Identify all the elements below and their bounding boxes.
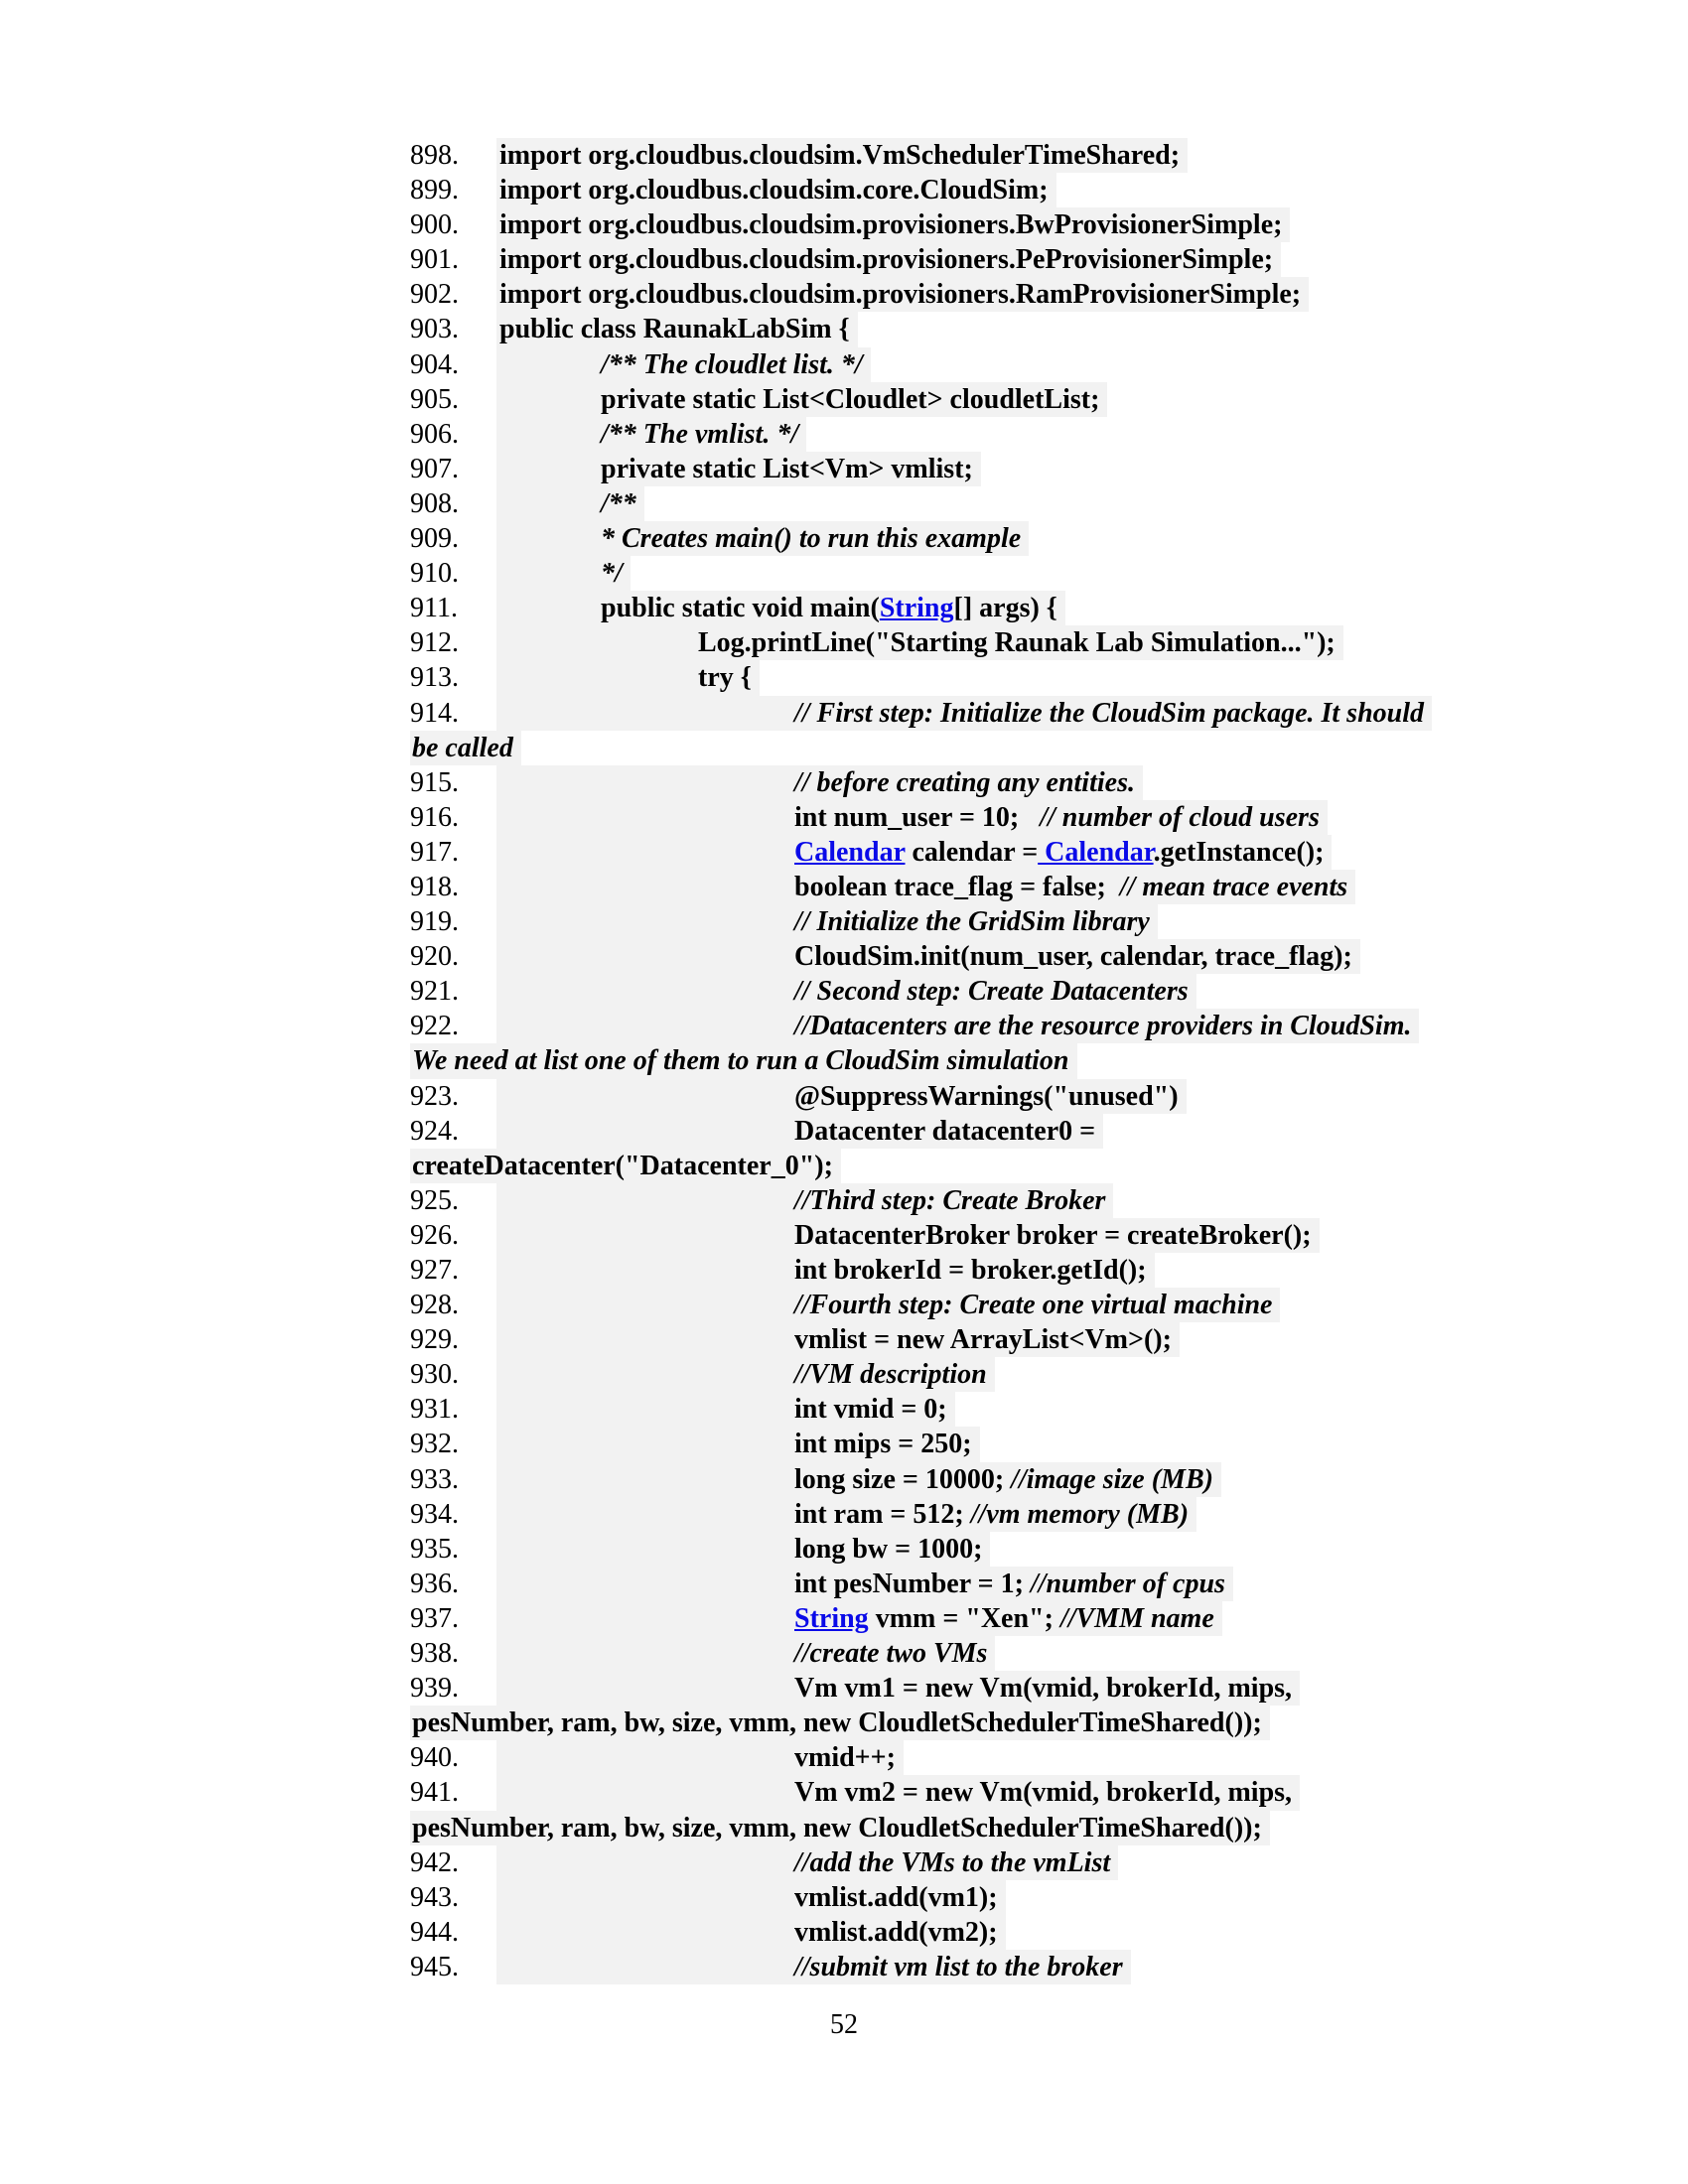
code-block: [410, 138, 1432, 1984]
code-text: private static List<Vm> vmlist;: [601, 453, 973, 484]
line-number: 913.: [410, 660, 496, 695]
code-comment: We need at list one of them to run a CloudSim simulation: [412, 1045, 1069, 1077]
code-comment: // Second step: Create Datacenters: [794, 976, 1189, 1008]
code-line: [410, 835, 1432, 870]
line-number: 930.: [410, 1357, 496, 1392]
code-line: [410, 1079, 1432, 1114]
highlighted-code: [496, 974, 1196, 1009]
code-line-continuation: [410, 731, 1432, 765]
highlighted-code: [496, 486, 644, 521]
line-number: 904.: [410, 347, 496, 382]
line-number: 914.: [410, 696, 496, 731]
code-line: [410, 277, 1432, 312]
line-number: 938.: [410, 1636, 496, 1671]
line-number: 926.: [410, 1218, 496, 1253]
code-line: [410, 1567, 1432, 1601]
code-line: [410, 1392, 1432, 1427]
highlighted-code: [496, 1950, 1131, 1984]
highlighted-code: [496, 800, 1328, 835]
code-text: int ram = 512;: [794, 1498, 971, 1530]
code-comment: //vm memory (MB): [970, 1498, 1190, 1530]
code-comment: //Fourth step: Create one virtual machine: [794, 1290, 1273, 1321]
line-number: 909.: [410, 521, 496, 556]
code-text: boolean trace_flag = false;: [794, 871, 1120, 902]
code-line: [410, 1915, 1432, 1950]
line-number: 935.: [410, 1532, 496, 1567]
line-number: 912.: [410, 625, 496, 660]
code-line: [410, 556, 1432, 591]
line-number: 921.: [410, 974, 496, 1009]
line-number: 945.: [410, 1950, 496, 1984]
highlighted-code: [496, 1740, 904, 1775]
line-number: 927.: [410, 1253, 496, 1288]
code-comment: */: [601, 558, 623, 590]
line-number: 936.: [410, 1567, 496, 1601]
highlighted-code: [496, 1288, 1280, 1322]
code-line: [410, 1462, 1432, 1497]
code-text: pesNumber, ram, bw, size, vmm, new CloudletSchedulerTimeShared());: [412, 1812, 1262, 1843]
code-line: [410, 417, 1432, 452]
code-text: Datacenter datacenter0 =: [794, 1115, 1096, 1147]
code-text: .getInstance();: [1153, 836, 1325, 868]
code-text: vmlist.add(vm1);: [794, 1881, 998, 1913]
code-line: [410, 1288, 1432, 1322]
code-text: int pesNumber = 1;: [794, 1568, 1031, 1599]
line-number: 939.: [410, 1671, 496, 1706]
highlighted-code: [410, 1043, 1077, 1078]
code-comment: //add the VMs to the vmList: [794, 1846, 1111, 1878]
code-text: import org.cloudbus.cloudsim.VmSchedulerTimeShared;: [499, 140, 1181, 171]
highlighted-code: [496, 1497, 1196, 1532]
highlighted-code: [496, 1462, 1221, 1497]
code-line: [410, 521, 1432, 556]
code-line-continuation: [410, 1811, 1432, 1845]
code-text: vmid++;: [794, 1742, 896, 1774]
code-line: [410, 660, 1432, 695]
code-line: [410, 486, 1432, 521]
code-line: [410, 1183, 1432, 1218]
highlighted-code: [496, 1114, 1103, 1149]
highlighted-code: [496, 835, 1332, 870]
highlighted-code: [496, 1845, 1118, 1880]
code-line: [410, 347, 1432, 382]
line-number: 931.: [410, 1392, 496, 1427]
code-comment: //VM description: [794, 1359, 987, 1391]
code-line: [410, 870, 1432, 904]
line-number: 929.: [410, 1322, 496, 1357]
highlighted-code: [496, 207, 1290, 242]
highlighted-code: [496, 660, 760, 695]
code-line: [410, 765, 1432, 800]
code-text: int vmid = 0;: [794, 1394, 947, 1426]
code-text: vmlist = new ArrayList<Vm>();: [794, 1324, 1172, 1356]
highlighted-code: [496, 904, 1158, 939]
highlighted-code: [410, 1811, 1270, 1845]
code-line: [410, 1950, 1432, 1984]
code-text: Vm vm1 = new Vm(vmid, brokerId, mips,: [794, 1673, 1293, 1705]
hyperlink-Calendar[interactable]: Calendar: [794, 836, 906, 868]
code-comment: * Creates main() to run this example: [601, 523, 1022, 555]
highlighted-code: [496, 1915, 1006, 1950]
code-line: [410, 1601, 1432, 1636]
highlighted-code: [496, 1218, 1320, 1253]
highlighted-code: [496, 1183, 1113, 1218]
code-text: long size = 10000;: [794, 1463, 1012, 1495]
highlighted-code: [496, 242, 1281, 277]
highlighted-code: [496, 312, 858, 346]
code-line: [410, 1740, 1432, 1775]
code-line: [410, 625, 1432, 660]
code-comment: //create two VMs: [794, 1638, 988, 1670]
code-line: [410, 1322, 1432, 1357]
code-line: [410, 312, 1432, 346]
line-number: 920.: [410, 939, 496, 974]
code-text: int brokerId = broker.getId();: [794, 1255, 1147, 1286]
code-comment: // Initialize the GridSim library: [794, 906, 1150, 938]
line-number: 934.: [410, 1497, 496, 1532]
code-text: @SuppressWarnings("unused"): [794, 1080, 1179, 1112]
code-line: [410, 1114, 1432, 1149]
highlighted-code: [496, 625, 1343, 660]
code-line: [410, 904, 1432, 939]
code-comment: /** The vmlist. */: [601, 418, 799, 450]
code-text: int mips = 250;: [794, 1429, 972, 1460]
line-number: 928.: [410, 1288, 496, 1322]
highlighted-code: [496, 347, 871, 382]
line-number: 899.: [410, 173, 496, 207]
code-text: import org.cloudbus.cloudsim.provisioners.PeProvisionerSimple;: [499, 244, 1274, 276]
line-number: 905.: [410, 382, 496, 417]
line-number: 915.: [410, 765, 496, 800]
line-number: 923.: [410, 1079, 496, 1114]
code-comment: //submit vm list to the broker: [794, 1951, 1123, 1982]
code-comment: //VMM name: [1059, 1602, 1214, 1634]
code-comment: /** The cloudlet list. */: [601, 348, 863, 380]
code-text: pesNumber, ram, bw, size, vmm, new CloudletSchedulerTimeShared());: [412, 1707, 1262, 1739]
code-comment: be called: [412, 732, 513, 763]
highlighted-code: [496, 870, 1355, 904]
highlighted-code: [496, 1322, 1180, 1357]
code-text: calendar =: [905, 836, 1039, 868]
code-line: [410, 1532, 1432, 1567]
code-line: [410, 591, 1432, 625]
line-number: 910.: [410, 556, 496, 591]
highlighted-code: [496, 1392, 955, 1427]
code-text: import org.cloudbus.cloudsim.provisioners.BwProvisionerSimple;: [499, 209, 1283, 241]
highlighted-code: [496, 1671, 1300, 1706]
line-number: 906.: [410, 417, 496, 452]
code-comment: //Datacenters are the resource providers in CloudSim.: [794, 1011, 1412, 1042]
code-line: [410, 382, 1432, 417]
line-number: 919.: [410, 904, 496, 939]
code-comment: /**: [601, 487, 636, 519]
code-line: [410, 138, 1432, 173]
line-number: 943.: [410, 1880, 496, 1915]
code-comment: // number of cloud users: [1040, 801, 1320, 833]
code-comment: // before creating any entities.: [794, 766, 1135, 798]
code-text: Log.printLine("Starting Raunak Lab Simulation...");: [698, 627, 1336, 659]
highlighted-code: [496, 1427, 980, 1461]
code-comment: // mean trace events: [1119, 871, 1348, 902]
code-line: [410, 242, 1432, 277]
highlighted-code: [410, 731, 521, 765]
highlighted-code: [496, 1775, 1300, 1810]
code-text: import org.cloudbus.cloudsim.provisioners.RamProvisionerSimple;: [499, 279, 1302, 311]
line-number: 944.: [410, 1915, 496, 1950]
hyperlink-String[interactable]: String: [879, 593, 954, 624]
line-number: 903.: [410, 312, 496, 346]
line-number: 922.: [410, 1009, 496, 1043]
line-number: 901.: [410, 242, 496, 277]
line-number: 932.: [410, 1427, 496, 1461]
code-line: [410, 1427, 1432, 1461]
code-text: int num_user = 10;: [794, 801, 1041, 833]
line-number: 937.: [410, 1601, 496, 1636]
line-number: 907.: [410, 452, 496, 486]
highlighted-code: [496, 1079, 1187, 1114]
code-line-continuation: [410, 1043, 1432, 1078]
highlighted-code: [410, 1149, 841, 1183]
code-text: [] args) {: [953, 593, 1057, 624]
highlighted-code: [496, 417, 806, 452]
code-text: public class RaunakLabSim {: [499, 314, 850, 345]
code-line: [410, 173, 1432, 207]
highlighted-code: [496, 1009, 1419, 1043]
line-number: 933.: [410, 1462, 496, 1497]
line-number: 917.: [410, 835, 496, 870]
code-line: [410, 1880, 1432, 1915]
highlighted-code: [496, 173, 1056, 207]
highlighted-code: [496, 1567, 1233, 1601]
line-number: 925.: [410, 1183, 496, 1218]
highlighted-code: [496, 138, 1188, 173]
line-number: 924.: [410, 1114, 496, 1149]
code-line: [410, 696, 1432, 731]
code-line: [410, 1671, 1432, 1706]
code-line: [410, 207, 1432, 242]
highlighted-code: [496, 591, 1065, 625]
code-line: [410, 1497, 1432, 1532]
highlighted-code: [496, 1532, 990, 1567]
code-text: createDatacenter("Datacenter_0");: [412, 1150, 833, 1181]
hyperlink-String[interactable]: String: [794, 1602, 869, 1634]
highlighted-code: [496, 696, 1432, 731]
page-number: 52: [830, 2009, 858, 2040]
code-line: [410, 1009, 1432, 1043]
highlighted-code: [410, 1706, 1270, 1740]
code-text: try {: [698, 662, 752, 694]
code-line: [410, 974, 1432, 1009]
code-text: CloudSim.init(num_user, calendar, trace_flag);: [794, 941, 1352, 973]
line-number: 908.: [410, 486, 496, 521]
code-line: [410, 452, 1432, 486]
code-text: long bw = 1000;: [794, 1533, 983, 1565]
code-text: private static List<Cloudlet> cloudletList;: [601, 383, 1100, 415]
highlighted-code: [496, 521, 1029, 556]
highlighted-code: [496, 1601, 1222, 1636]
highlighted-code: [496, 277, 1309, 312]
highlighted-code: [496, 382, 1107, 417]
code-line: [410, 1253, 1432, 1288]
code-comment: //Third step: Create Broker: [794, 1184, 1106, 1216]
line-number: 941.: [410, 1775, 496, 1810]
highlighted-code: [496, 1636, 995, 1671]
code-line: [410, 1775, 1432, 1810]
line-number: 940.: [410, 1740, 496, 1775]
code-line-continuation: [410, 1149, 1432, 1183]
code-text: public static void main(: [601, 593, 880, 624]
line-number: 898.: [410, 138, 496, 173]
code-comment: //number of cpus: [1030, 1568, 1225, 1599]
code-text: import org.cloudbus.cloudsim.core.CloudSim;: [499, 175, 1049, 206]
highlighted-code: [496, 765, 1143, 800]
highlighted-code: [496, 1253, 1155, 1288]
code-line-continuation: [410, 1706, 1432, 1740]
code-text: Vm vm2 = new Vm(vmid, brokerId, mips,: [794, 1777, 1293, 1809]
code-line: [410, 1636, 1432, 1671]
highlighted-code: [496, 1880, 1006, 1915]
code-text: vmlist.add(vm2);: [794, 1916, 998, 1948]
line-number: 916.: [410, 800, 496, 835]
highlighted-code: [496, 939, 1360, 974]
code-line: [410, 800, 1432, 835]
hyperlink-Calendar[interactable]: Calendar: [1038, 836, 1154, 868]
code-line: [410, 1357, 1432, 1392]
code-comment: //image size (MB): [1011, 1463, 1213, 1495]
code-line: [410, 939, 1432, 974]
line-number: 900.: [410, 207, 496, 242]
code-comment: // First step: Initialize the CloudSim package. It should: [794, 697, 1424, 729]
code-line: [410, 1218, 1432, 1253]
code-text: vmm = "Xen";: [868, 1602, 1060, 1634]
line-number: 942.: [410, 1845, 496, 1880]
code-line: [410, 1845, 1432, 1880]
highlighted-code: [496, 1357, 995, 1392]
line-number: 918.: [410, 870, 496, 904]
highlighted-code: [496, 556, 631, 591]
line-number: 911.: [410, 591, 496, 625]
code-text: DatacenterBroker broker = createBroker();: [794, 1219, 1312, 1251]
highlighted-code: [496, 452, 981, 486]
line-number: 902.: [410, 277, 496, 312]
